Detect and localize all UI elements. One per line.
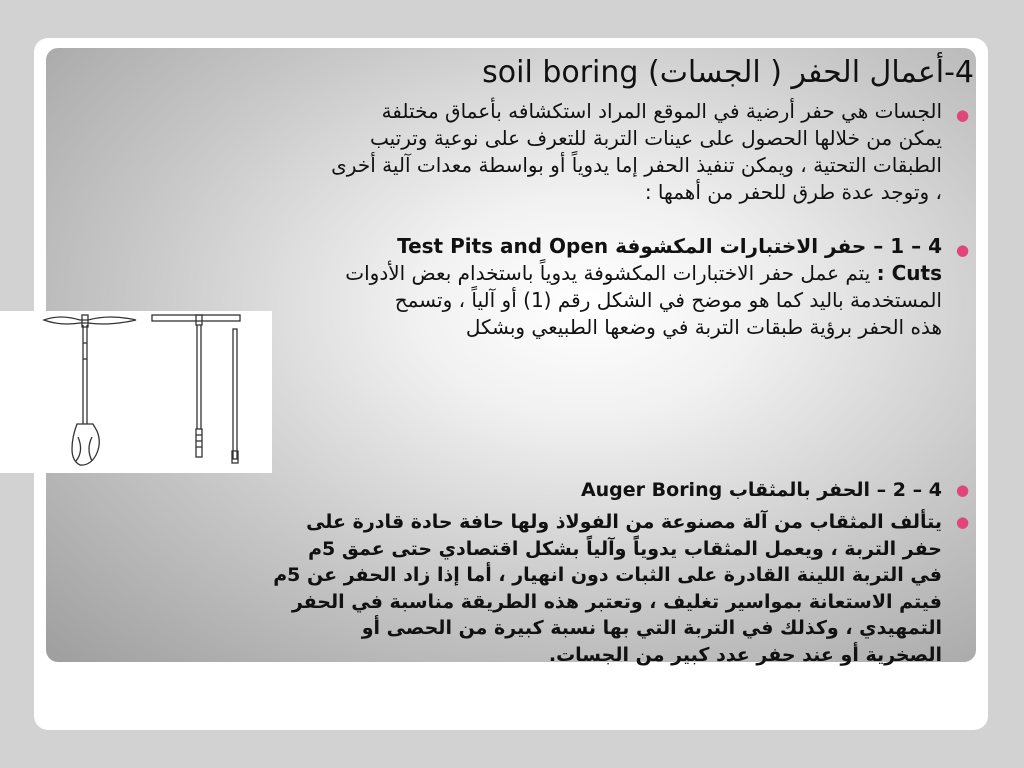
- paragraph-line: المستخدمة باليد كما هو موضح في الشكل رقم (1) أو آلياً ، وتسمح: [394, 288, 942, 312]
- bullet-dot-icon: ●: [956, 106, 970, 124]
- paragraph-text: يتم عمل حفر الاختبارات المكشوفة يدوياً باستخدام بعض الأدوات: [345, 261, 877, 285]
- paragraph-line: الصخرية أو عند حفر عدد كبير من الجسات.: [548, 643, 942, 666]
- paragraph-line: يتألف المثقاب من آلة مصنوعة من الفولاذ ولها حافة حادة قادرة على: [306, 511, 942, 533]
- paragraph-line: التمهيدي ، وكذلك في التربة التي بها نسبة كبيرة من الحصى أو: [361, 617, 942, 639]
- paragraph-line: يمكن من خلالها الحصول على عينات التربة للتعرف على نوعية وترتيب: [369, 126, 942, 150]
- paragraph-line: في التربة اللينة القادرة على الثبات دون انهيار ، أما إذا زاد الحفر عن 5م: [273, 564, 942, 586]
- paragraph-line: الجسات هي حفر أرضية في الموقع المراد استكشافه بأعماق مختلفة: [381, 99, 942, 123]
- heading-continuation: Cuts :: [876, 261, 942, 285]
- paragraph-intro: [42, 98, 942, 206]
- paragraph-line: حفر التربة ، ويعمل المثقاب يدوياً وآلياً بشكل اقتصادي حتى عمق 5م: [308, 537, 942, 560]
- slide-title: 4-أعمال الحفر ( الجسات) soil boring: [482, 55, 974, 90]
- paragraph-auger: [42, 509, 942, 668]
- hand-auger-tools-icon: [0, 311, 272, 473]
- paragraph-line: الطبقات التحتية ، ويمكن تنفيذ الحفر إما يدوياً أو بواسطة معدات آلية أخرى: [331, 153, 942, 177]
- bullet-dot-icon: ●: [956, 481, 970, 499]
- paragraph-line: ، وتوجد عدة طرق للحفر من أهمها :: [644, 180, 942, 204]
- paragraph-line: فيتم الاستعانة بمواسير تغليف ، وتعتبر هذه الطريقة مناسبة في الحفر: [291, 590, 942, 613]
- paragraph-line: هذه الحفر برؤية طبقات التربة في وضعها الطبيعي وبشكل: [465, 315, 942, 339]
- hand-auger-figure: [0, 311, 272, 473]
- section-heading: 4 – 1 – حفر الاختبارات المكشوفة Test Pits and Open: [397, 234, 942, 258]
- section-heading-auger: 4 – 2 – الحفر بالمثقاب Auger Boring: [580, 479, 942, 501]
- paragraph-line: [42, 260, 942, 287]
- bullet-dot-icon: ●: [956, 513, 970, 531]
- bullet-dot-icon: ●: [956, 241, 970, 259]
